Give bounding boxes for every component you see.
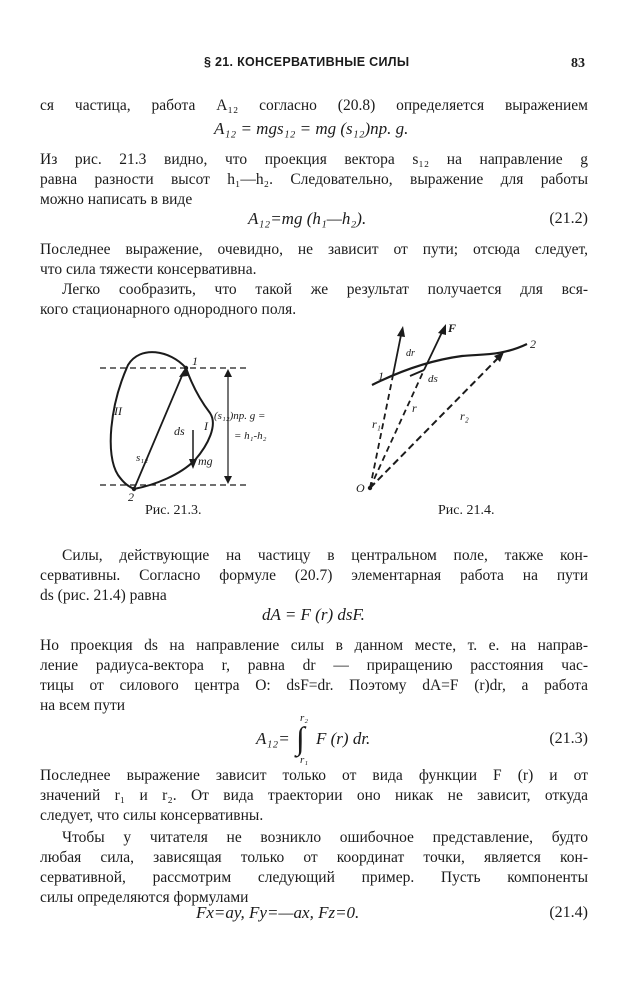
origin-point — [368, 486, 372, 490]
text-line: что сила тяжести консервативна. — [40, 261, 257, 278]
fig21-3-label-II: II — [114, 404, 122, 418]
equation-number: (21.2) — [549, 210, 588, 227]
text-line: Легко сообразить, что такой же результат получается для вся- — [62, 281, 588, 298]
height-arrow-up — [224, 369, 232, 377]
integral-sign: ∫ — [296, 720, 305, 756]
text-line: сервативны. Согласно формуле (20.7) элементарная работа на пути — [40, 567, 588, 584]
fig21-4-label-r2: r₂ — [460, 409, 469, 423]
text-line: ся частица, работа A₁₂ согласно (20.8) определяется выражением — [40, 97, 588, 114]
path-II — [111, 352, 186, 489]
force-arrowhead-F — [438, 324, 446, 335]
equation-number: (21.3) — [549, 730, 588, 747]
fig21-4-label-1: 1 — [378, 369, 384, 383]
figure-21-3 — [100, 335, 300, 505]
figure-21-4 — [352, 320, 552, 500]
fig21-3-label-height: = h₁-h₂ — [234, 430, 267, 442]
fig21-3-label-ds: ds — [174, 424, 185, 438]
formula-21-3 — [256, 712, 416, 768]
formula-work-gravity: A₁₂ = mgs₁₂ = mg (s₁₂)пр. g. — [214, 119, 409, 138]
text-line: на всем пути — [40, 697, 126, 714]
fig21-3-label-1: 1 — [192, 354, 198, 368]
force-vector-F — [424, 328, 444, 370]
formula-21-3-lhs: A₁₂= — [256, 729, 290, 748]
radius-r1 — [370, 380, 392, 488]
fig21-4-label-dr: dr — [406, 348, 415, 359]
text-line: Но проекция ds на направление силы в данном месте, т. е. на направ- — [40, 637, 588, 654]
text-line: Из рис. 21.3 видно, что проекция вектора s₁₂ на направление g — [40, 151, 588, 168]
fig21-4-label-F: F — [448, 321, 457, 335]
text-line: ление радиуса-вектора r, равна dr — приращению расстояния час- — [40, 657, 588, 674]
fig21-4-label-O: O — [356, 481, 365, 495]
text-line: Силы, действующие на частицу в центральном поле, также кон- — [62, 547, 588, 564]
point-1 — [184, 366, 188, 370]
fig21-4-label-ds: ds — [428, 373, 438, 385]
integral-lower-limit: r₁ — [300, 754, 309, 766]
text-line: любая сила, зависящая только от координат точки, является кон- — [40, 849, 588, 866]
height-arrow-down — [224, 476, 232, 484]
formula-21-3-rhs: F (r) dr. — [316, 729, 371, 748]
text-line: тицы от силового центра O: dsF=dr. Поэтому dA=F (r)dr, а работа — [40, 677, 588, 694]
fig21-4-label-r: r — [412, 401, 417, 415]
text-line: можно написать в виде — [40, 191, 193, 208]
figure-21-4-caption: Рис. 21.4. — [438, 503, 495, 518]
formula-elementary-work: dA = F (r) dsF. — [262, 605, 365, 624]
figure-21-3-caption: Рис. 21.3. — [145, 503, 202, 518]
fig21-3-label-mg: mg — [198, 454, 213, 468]
equation-number: (21.4) — [549, 904, 588, 921]
fig21-3-label-s12: s₁₂ — [136, 452, 148, 464]
fig21-3-label-2: 2 — [128, 490, 134, 504]
text-line: значений r₁ и r₂. От вида траектории оно никак не зависит, откуда — [40, 787, 588, 804]
text-line: Последнее выражение, очевидно, не зависит от пути; отсюда следует, — [40, 241, 588, 258]
force-arrowhead-left — [397, 326, 405, 337]
running-header-title: § 21. КОНСЕРВАТИВНЫЕ СИЛЫ — [204, 55, 410, 69]
text-line: Чтобы у читателя не возникло ошибочное представление, будто — [62, 829, 588, 846]
fig21-3-label-I: I — [204, 419, 208, 433]
page-number: 83 — [571, 56, 585, 71]
integral-upper-limit: r₂ — [300, 712, 309, 724]
text-line: следует, что силы консервативны. — [40, 807, 264, 824]
text-line: кого стационарного однородного поля. — [40, 301, 297, 318]
formula-21-4: Fx=ay, Fy=—ax, Fz=0. — [196, 903, 360, 922]
fig21-4-label-r1: r₁ — [372, 417, 381, 431]
formula-21-2: A₁₂=mg (h₁—h₂). — [248, 209, 367, 228]
text-line: равна разности высот h₁—h₂. Следовательно, выражение для работы — [40, 171, 588, 188]
text-line: ds (рис. 21.4) равна — [40, 587, 167, 604]
text-line: Последнее выражение зависит только от вида функции F (r) и от — [40, 767, 588, 784]
fig21-3-label-projection: (s₁₂)пр. g = — [214, 410, 266, 422]
text-line: силы определяются формулами — [40, 889, 249, 906]
text-line: сервативной, рассмотрим следующий пример. Пусть компоненты — [40, 869, 588, 886]
fig21-4-label-2: 2 — [530, 337, 536, 351]
